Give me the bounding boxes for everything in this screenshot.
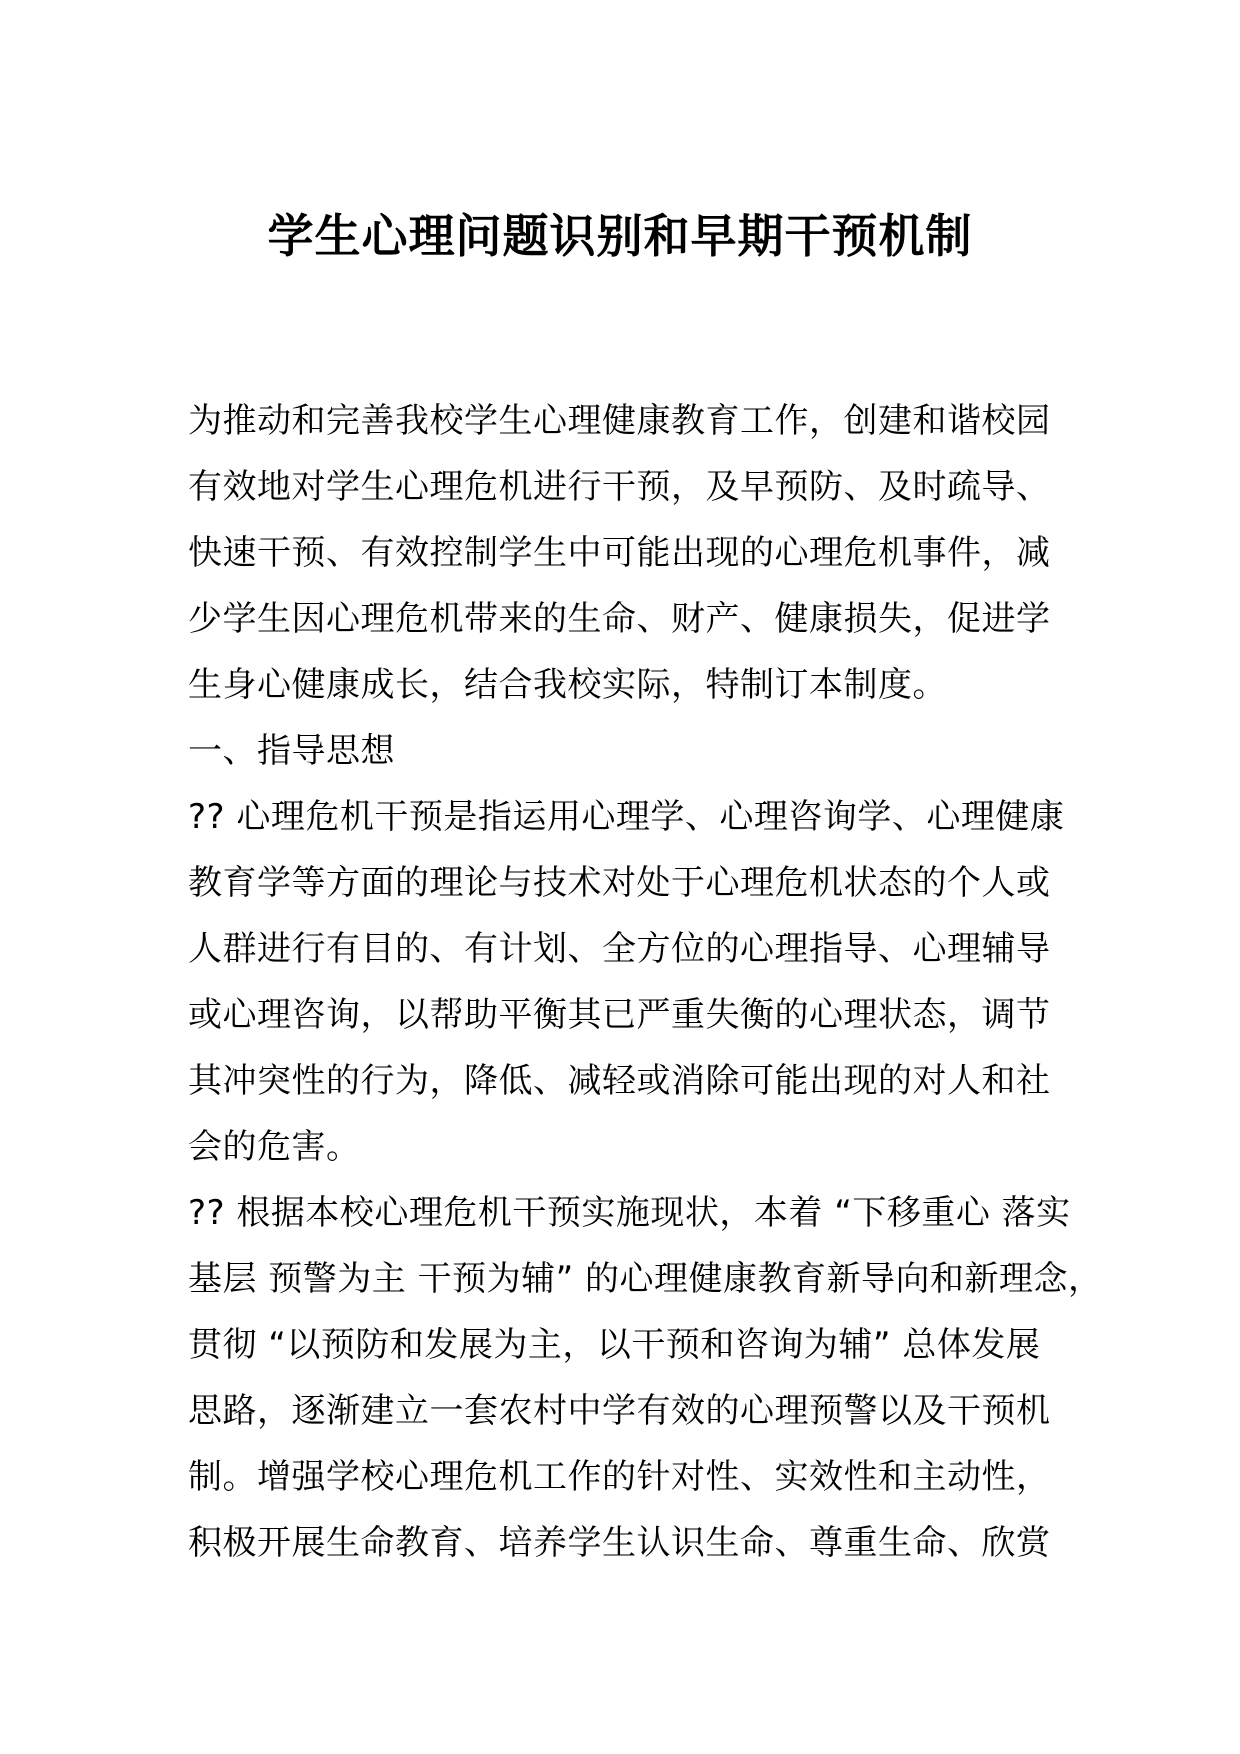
body-line: 贯彻 “以预防和发展为主，以干预和咨询为辅” 总体发展 <box>188 1325 1041 1365</box>
body-line: 少学生因心理危机带来的生命、财产、健康损失，促进学 <box>188 599 1051 639</box>
section-heading: 一、指导思想 <box>188 731 395 771</box>
body-line: 生身心健康成长，结合我校实际，特制订本制度。 <box>188 665 947 705</box>
body-line: ?? 心理危机干预是指运用心理学、心理咨询学、心理健康 <box>188 797 1065 837</box>
body-line: 人群进行有目的、有计划、全方位的心理指导、心理辅导 <box>188 929 1051 969</box>
body-line: 积极开展生命教育、培养学生认识生命、尊重生命、欣赏 <box>188 1523 1051 1563</box>
document-title: 学生心理问题识别和早期干预机制 <box>267 209 973 263</box>
body-line: 快速干预、有效控制学生中可能出现的心理危机事件，减 <box>188 533 1051 573</box>
body-line: 教育学等方面的理论与技术对处于心理危机状态的个人或 <box>188 863 1051 903</box>
body-line: 会的危害。 <box>188 1127 361 1167</box>
document-body <box>188 388 1103 1576</box>
body-line: 基层 预警为主 干预为辅” 的心理健康教育新导向和新理念， <box>188 1259 1103 1299</box>
body-line: ?? 根据本校心理危机干预实施现状，本着 “下移重心 落实 <box>188 1193 1071 1233</box>
body-line: 为推动和完善我校学生心理健康教育工作，创建和谐校园 <box>188 401 1051 441</box>
body-line: 其冲突性的行为，降低、减轻或消除可能出现的对人和社 <box>188 1061 1051 1101</box>
body-line: 思路，逐渐建立一套农村中学有效的心理预警以及干预机 <box>188 1391 1051 1431</box>
body-line: 或心理咨询，以帮助平衡其已严重失衡的心理状态，调节 <box>188 995 1051 1035</box>
body-line: 制。增强学校心理危机工作的针对性、实效性和主动性， <box>188 1457 1051 1497</box>
body-line: 有效地对学生心理危机进行干预，及早预防、及时疏导、 <box>188 467 1051 507</box>
